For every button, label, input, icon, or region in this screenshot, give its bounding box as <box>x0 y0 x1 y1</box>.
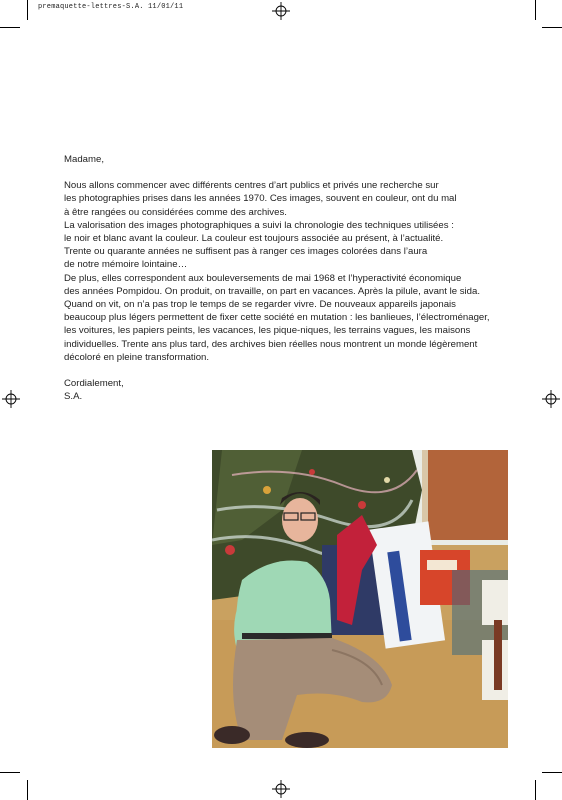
crop-mark <box>535 780 536 800</box>
photograph <box>212 450 508 748</box>
registration-mark-icon <box>272 2 290 20</box>
registration-mark-icon <box>2 390 20 408</box>
registration-mark-icon <box>542 390 560 408</box>
salutation: Madame, <box>64 154 104 165</box>
letter <box>64 153 504 403</box>
crop-mark <box>27 0 28 20</box>
spacer <box>64 166 504 179</box>
letter-body: Nous allons commencer avec différents centres d’art publics et privés une recherche sur les photographies prises dans les années 1970. Ces images, souvent en couleur, ont du mal à être rangées ou considérées comme des archives. La valorisation des images photographiques a suivi la chronologie des techniques utilisées : le noir et blanc avant la couleur. La couleur est toujours associée au présent, à l’actualité. Trente ou quarante années ne suffisent pas à ranger ces images colorées dans l’aura de notre mémoire lointaine… De plus, elles correspondent aux bouleversements de mai 1968 et l’hyperactivité économique des années Pompidou. On produit, on travaille, on part en vacances. Après la pilule, avant le sida. Quand on vit, on n’a pas trop le temps de se regarder vivre. De nouveaux appareils japonais beaucoup plus légers permettent de fixer cette société en mutation : les banlieues, l’électroménager, les voitures, les papiers peints, les vacances, les pique-niques, les terrains vagues, les maisons individuelles. Trente ans plus tard, des archives bien réelles nous montrent un monde légèrement décoloré en pleine transformation. <box>64 180 490 363</box>
slug-line: premaquette-lettres-S.A. 11/01/11 <box>38 3 184 11</box>
closing: Cordialement, <box>64 378 124 390</box>
spacer <box>64 364 504 377</box>
signature: S.A. <box>64 391 83 403</box>
crop-mark <box>542 27 562 28</box>
registration-mark-icon <box>272 780 290 798</box>
vintage-christmas-photo-icon <box>212 450 508 748</box>
crop-mark <box>535 0 536 20</box>
crop-mark <box>542 772 562 773</box>
crop-mark <box>27 780 28 800</box>
crop-mark <box>0 27 20 28</box>
crop-mark <box>0 772 20 773</box>
